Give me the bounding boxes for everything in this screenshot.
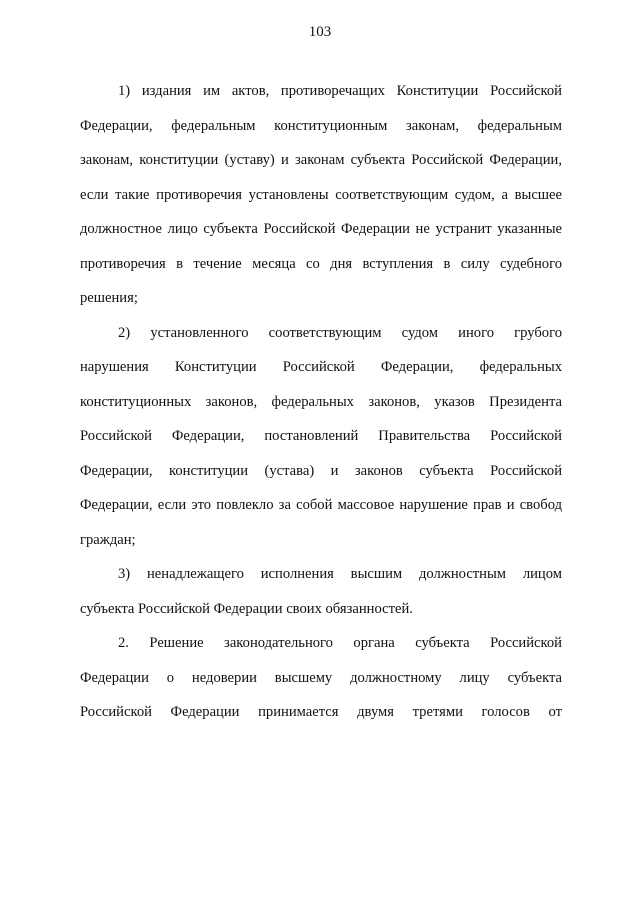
document-body <box>80 74 562 730</box>
text-line: Федерации, если это повлекло за собой массовое нарушение прав и свобод <box>80 497 562 513</box>
text-line: субъекта Российской Федерации своих обязанностей. <box>80 600 413 617</box>
text-line: 2. Решение законодательного органа субъекта Российской <box>118 635 562 651</box>
text-line: 1) издания им актов, противоречащих Конституции Российской <box>118 83 562 99</box>
text-line: Федерации о недоверии высшему должностному лицу субъекта <box>80 669 562 686</box>
text-line: законам, конституции (уставу) и законам субъекта Российской Федерации, <box>80 152 562 168</box>
text-line: граждан; <box>80 531 136 548</box>
text-line: нарушения Конституции Российской Федерации, федеральных <box>80 359 562 375</box>
page-number: 103 <box>308 24 332 40</box>
text-line: 3) ненадлежащего исполнения высшим должностным лицом <box>118 566 562 582</box>
text-line: 2) установленного соответствующим судом иного грубого <box>118 324 562 341</box>
text-line: Федерации, федеральным конституционным законам, федеральным <box>80 117 562 134</box>
text-line: решения; <box>80 290 138 306</box>
text-line: должностное лицо субъекта Российской Федерации не устранит указанные <box>80 221 562 237</box>
text-line: Российской Федерации принимается двумя третями голосов от <box>80 704 562 720</box>
text-line: если такие противоречия установлены соответствующим судом, а высшее <box>80 186 562 203</box>
text-line: Федерации, конституции (устава) и законов субъекта Российской <box>80 462 562 479</box>
text-line: конституционных законов, федеральных законов, указов Президента <box>80 393 562 410</box>
text-line: Российской Федерации, постановлений Правительства Российской <box>80 428 562 444</box>
text-line: противоречия в течение месяца со дня вступления в силу судебного <box>80 255 562 272</box>
